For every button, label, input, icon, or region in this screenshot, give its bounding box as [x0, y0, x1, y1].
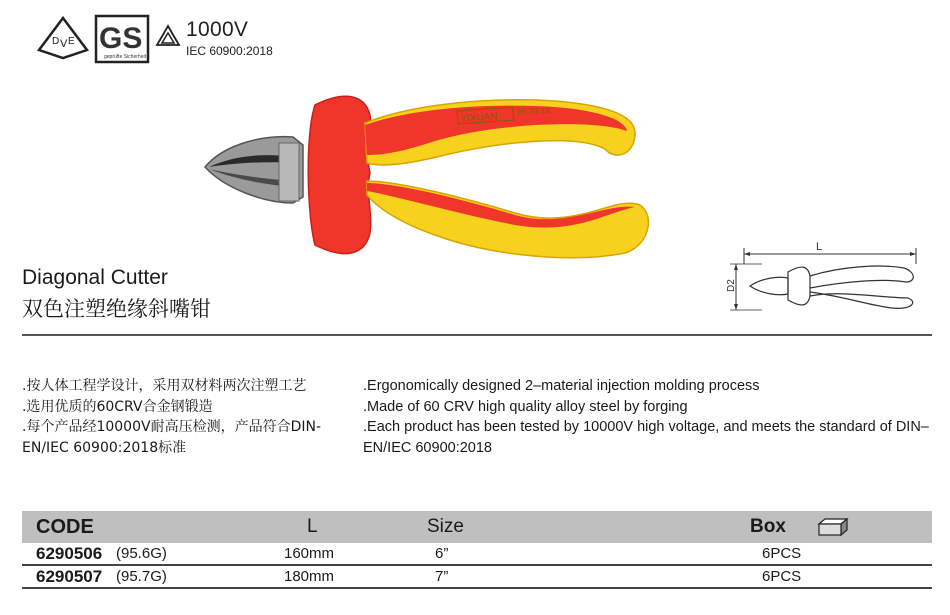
row-weight: (95.7G) — [116, 568, 167, 585]
gs-mark: GS — [99, 22, 143, 55]
vde-letter-e: E — [68, 36, 75, 47]
vde-letter-v: V — [60, 38, 68, 50]
row-size: 7” — [435, 568, 449, 585]
header-size: Size — [427, 516, 464, 537]
feature-cn-item: .每个产品经10000V耐高压检测，产品符合DIN-EN/IEC 60900:2018标准 — [22, 419, 321, 456]
section-divider — [22, 334, 932, 336]
feature-cn-item: .按人体工程学设计，采用双材料两次注塑工艺 — [22, 378, 307, 394]
head-guard — [308, 96, 370, 253]
header-box: Box — [750, 516, 786, 537]
table-header — [22, 511, 932, 543]
feature-cn-item: .选用优质的60CRV合金钢锻造 — [22, 398, 213, 415]
row-length: 180mm — [284, 568, 335, 585]
feature-en-item: .Ergonomically designed 2–material injection molding process — [363, 378, 760, 394]
vde-logo — [39, 18, 87, 58]
diagonal-cutter-image — [195, 85, 660, 265]
product-title-cn: 双色注塑绝缘斜嘴钳 — [22, 297, 211, 321]
model-mark: 95.7G 15 — [516, 105, 551, 117]
table-row — [22, 543, 932, 566]
row-size: 6” — [435, 545, 449, 562]
box-icon — [817, 518, 849, 536]
vde-gs-logos — [36, 14, 156, 66]
row-box: 6PCS — [762, 568, 802, 585]
feature-en-item: .Made of 60 CRV high quality alloy steel by forging — [363, 398, 688, 415]
features-cn — [22, 376, 357, 458]
cutter-jaw-icon — [205, 137, 303, 203]
row-code: 6290506 — [36, 544, 103, 563]
double-triangle-icon — [155, 24, 181, 48]
spec-table — [22, 511, 932, 589]
voltage-rating: 1000V — [186, 18, 249, 41]
certification-marks — [36, 14, 156, 70]
product-title-en: Diagonal Cutter — [22, 266, 168, 289]
gs-caption: geprüfte Sicherheit — [104, 54, 146, 60]
dimension-sketch — [722, 236, 922, 316]
jaw-label: D2 — [726, 279, 737, 292]
table-row — [22, 566, 932, 589]
row-box: 6PCS — [762, 545, 802, 562]
cutter-outline-icon — [750, 266, 913, 308]
vde-letter-d: D — [52, 36, 60, 47]
standard-label: IEC 60900:2018 — [186, 44, 273, 58]
row-weight: (95.6G) — [116, 545, 167, 562]
brand-mark: YIXUAN — [460, 111, 499, 125]
dimension-line-icon — [730, 248, 916, 310]
row-code: 6290507 — [36, 567, 103, 586]
gs-logo — [96, 16, 148, 62]
feature-en-item: .Each product has been tested by 10000V high voltage, and meets the standard of DIN–EN/IEC 60900:2018 — [363, 419, 929, 456]
header-code: CODE — [36, 516, 94, 538]
length-label: L — [816, 241, 823, 253]
header-length: L — [307, 516, 318, 537]
features-en — [363, 376, 938, 458]
row-length: 160mm — [284, 545, 335, 562]
